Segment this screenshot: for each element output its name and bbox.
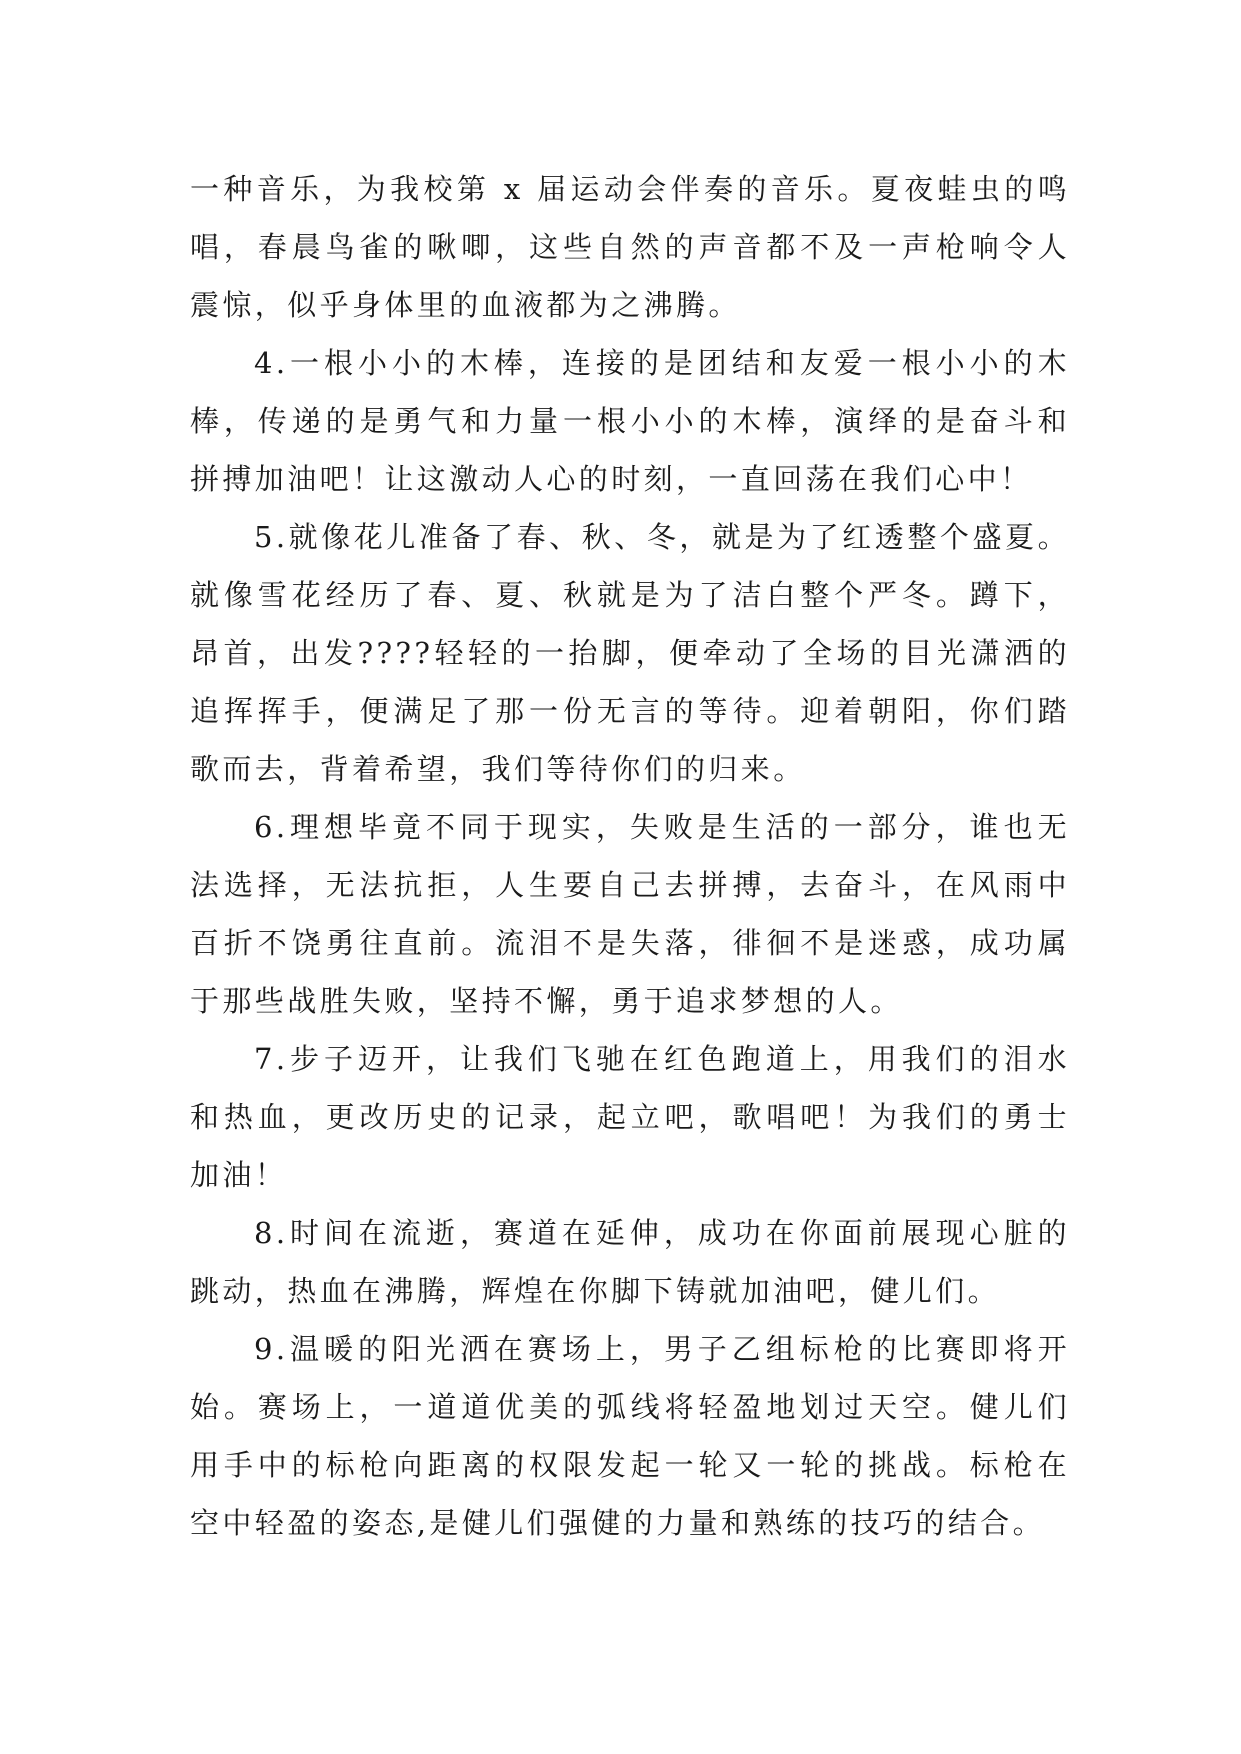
paragraph-p9 xyxy=(190,1320,1070,1552)
text-line: 棒，传递的是勇气和力量一根小小的木棒，演绎的是奋斗和 xyxy=(190,404,1070,438)
text-line: 空中轻盈的姿态,是健儿们强健的力量和熟练的技巧的结合。 xyxy=(190,1506,1046,1540)
text-line: 用手中的标枪向距离的权限发起一轮又一轮的挑战。标枪在 xyxy=(190,1448,1070,1482)
text-line: 5.就像花儿准备了春、秋、冬，就是为了红透整个盛夏。 xyxy=(254,520,1070,554)
text-line: 9.温暖的阳光洒在赛场上，男子乙组标枪的比赛即将开 xyxy=(254,1332,1070,1366)
text-line: 跳动，热血在沸腾，辉煌在你脚下铸就加油吧，健儿们。 xyxy=(190,1274,1001,1308)
paragraph-p4 xyxy=(190,334,1070,508)
text-line: 一种音乐，为我校第 x 届运动会伴奏的音乐。夏夜蛙虫的鸣 xyxy=(190,172,1070,206)
text-line: 4.一根小小的木棒，连接的是团结和友爱一根小小的木 xyxy=(254,346,1070,380)
text-line: 6.理想毕竟不同于现实，失败是生活的一部分，谁也无 xyxy=(254,810,1070,844)
text-line: 唱，春晨鸟雀的啾唧，这些自然的声音都不及一声枪响令人 xyxy=(190,230,1070,264)
text-line: 8.时间在流逝，赛道在延伸，成功在你面前展现心脏的 xyxy=(254,1216,1070,1250)
text-line: 法选择，无法抗拒，人生要自己去拼搏，去奋斗，在风雨中 xyxy=(190,868,1070,902)
text-line: 追挥挥手，便满足了那一份无言的等待。迎着朝阳，你们踏 xyxy=(190,694,1070,728)
text-line: 就像雪花经历了春、夏、秋就是为了洁白整个严冬。蹲下， xyxy=(190,578,1070,612)
paragraph-p5 xyxy=(190,508,1070,798)
text-line: 于那些战胜失败，坚持不懈，勇于追求梦想的人。 xyxy=(190,984,903,1018)
text-line: 加油！ xyxy=(190,1158,288,1192)
paragraph-p3-cont xyxy=(190,160,1070,334)
text-line: 和热血，更改历史的记录，起立吧，歌唱吧！为我们的勇士 xyxy=(190,1100,1070,1134)
text-line: 昂首，出发????轻轻的一抬脚，便牵动了全场的目光潇洒的 xyxy=(190,636,1070,670)
text-line: 始。赛场上，一道道优美的弧线将轻盈地划过天空。健儿们 xyxy=(190,1390,1070,1424)
text-line: 歌而去，背着希望，我们等待你们的归来。 xyxy=(190,752,806,786)
text-line: 拼搏加油吧！让这激动人心的时刻，一直回荡在我们心中！ xyxy=(190,462,1033,496)
paragraph-p8 xyxy=(190,1204,1070,1320)
paragraph-p7 xyxy=(190,1030,1070,1204)
paragraph-p6 xyxy=(190,798,1070,1030)
text-line: 震惊，似乎身体里的血液都为之沸腾。 xyxy=(190,288,741,322)
text-line: 7.步子迈开，让我们飞驰在红色跑道上，用我们的泪水 xyxy=(254,1042,1070,1076)
document-body xyxy=(190,160,1070,1552)
text-line: 百折不饶勇往直前。流泪不是失落，徘徊不是迷惑，成功属 xyxy=(190,926,1070,960)
